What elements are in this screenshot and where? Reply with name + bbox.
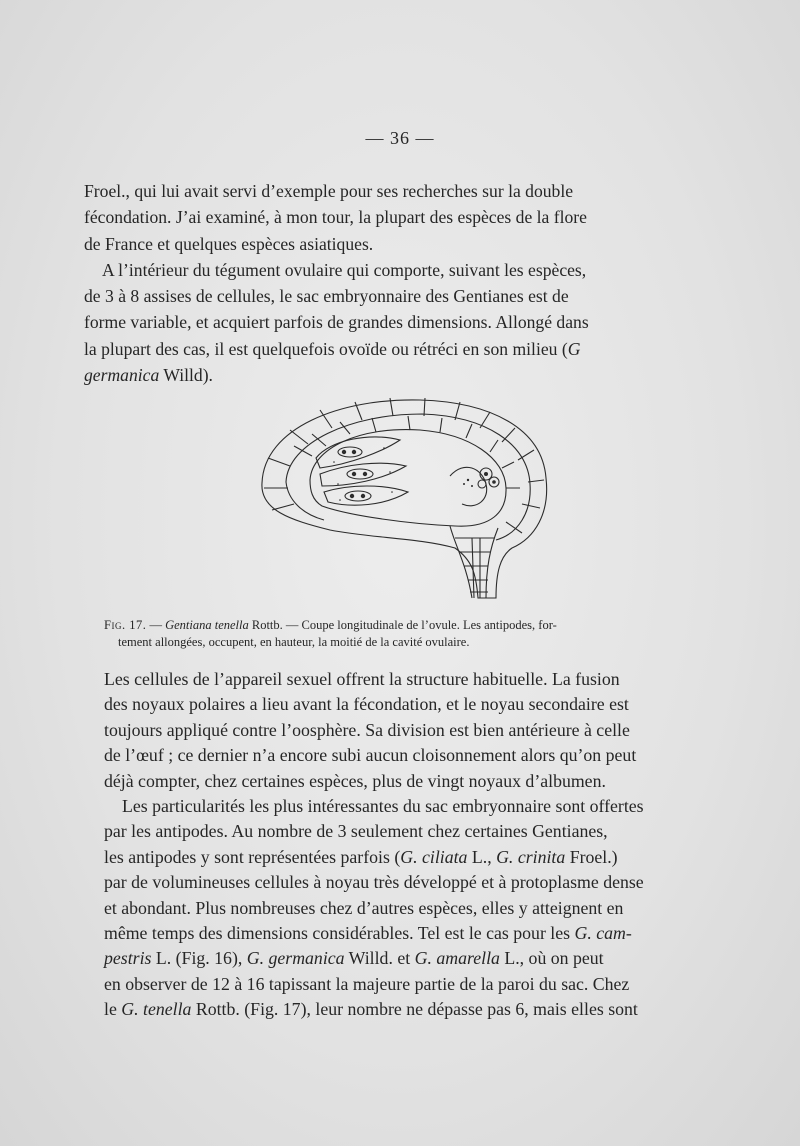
page-number: — 36 —: [365, 128, 435, 148]
figure-label: Fig. 17.: [104, 618, 147, 632]
body-text-bottom: [104, 667, 736, 1023]
text-line: de 3 à 8 assises de cellules, le sac embryonnaire des Gentianes est de: [84, 286, 569, 307]
text-run: Rottb. — Coupe longitudinale de l’ovule. Les antipodes, for-: [248, 618, 557, 632]
text-run: Willd. et: [344, 948, 415, 969]
text-line: Froel., qui lui avait servi d’exemple pour ses recherches sur la double: [84, 181, 574, 201]
text-line: de France et quelques espèces asiatiques.: [84, 233, 374, 254]
text-line: fécondation. J’ai examiné, à mon tour, la plupart des espèces de la flore: [84, 207, 587, 228]
italic-run: G. amarella: [414, 948, 500, 969]
text-line: de l’œuf ; ce dernier n’a encore subi aucun cloisonnement alors qu’on peut: [104, 745, 637, 766]
text-line: par les antipodes. Au nombre de 3 seulement chez certaines Gentianes,: [104, 821, 608, 842]
ovule-section-figure: [250, 388, 560, 618]
text-line: [104, 921, 736, 946]
text-line: et abondant. Plus nombreuses chez d’autres espèces, elles y atteignent en: [104, 897, 624, 918]
text-line: déjà compter, chez certaines espèces, plus de vingt noyaux d’albumen.: [104, 770, 606, 791]
caption-line: [104, 617, 734, 634]
italic-run: G. crinita: [496, 846, 566, 867]
text-run: L.,: [467, 846, 497, 867]
italic-run: G. germanica: [246, 948, 345, 969]
text-line: Les particularités les plus intéressantes du sac embryonnaire sont offertes: [122, 796, 644, 817]
text-run: Willd).: [159, 365, 213, 386]
text-line: [84, 336, 734, 362]
text-line: [84, 362, 734, 388]
italic-run: G. tenella: [121, 999, 192, 1020]
text-run: —: [146, 618, 166, 632]
text-line: des noyaux polaires a lieu avant la fécondation, et le noyau secondaire est: [104, 694, 629, 715]
italic-run: germanica: [84, 365, 160, 386]
italic-run: G. ciliata: [400, 846, 468, 867]
text-line: en observer de 12 à 16 tapissant la majeure partie de la paroi du sac. Chez: [104, 973, 630, 994]
text-run: L., où on peut: [499, 948, 604, 969]
body-text-top: [84, 178, 734, 388]
text-run: Rottb. (Fig. 17), leur nombre ne dépasse pas 6, mais elles sont: [191, 999, 638, 1020]
text-run: Froel.): [565, 846, 618, 867]
text-line: [104, 997, 736, 1022]
text-run: le: [104, 999, 122, 1020]
text-line: forme variable, et acquiert parfois de grandes dimensions. Allongé dans: [84, 312, 589, 333]
figure-caption: [104, 617, 734, 651]
italic-run: pestris: [104, 948, 152, 969]
text-run: L. (Fig. 16),: [151, 948, 247, 969]
caption-line: tement allongées, occupent, en hauteur, la moitié de la cavité ovulaire.: [118, 635, 470, 649]
text-line: toujours appliqué contre l’oosphère. Sa division est bien antérieure à celle: [104, 719, 630, 740]
text-line: par de volumineuses cellules à noyau très développé et à protoplasme dense: [104, 872, 644, 893]
text-line: A l’intérieur du tégument ovulaire qui comporte, suivant les espèces,: [102, 259, 587, 280]
species-name: Gentiana tenella: [165, 618, 249, 632]
italic-run: G: [567, 338, 581, 359]
text-run: les antipodes y sont représentées parfois (: [104, 846, 401, 867]
text-line: Les cellules de l’appareil sexuel offrent la structure habituelle. La fusion: [104, 669, 620, 689]
text-line: [104, 946, 736, 971]
text-run: même temps des dimensions considérables. Tel est le cas pour les: [104, 923, 575, 944]
italic-run: G. cam-: [574, 923, 632, 944]
text-line: [104, 845, 736, 870]
text-run: la plupart des cas, il est quelquefois ovoïde ou rétréci en son milieu (: [84, 338, 568, 359]
